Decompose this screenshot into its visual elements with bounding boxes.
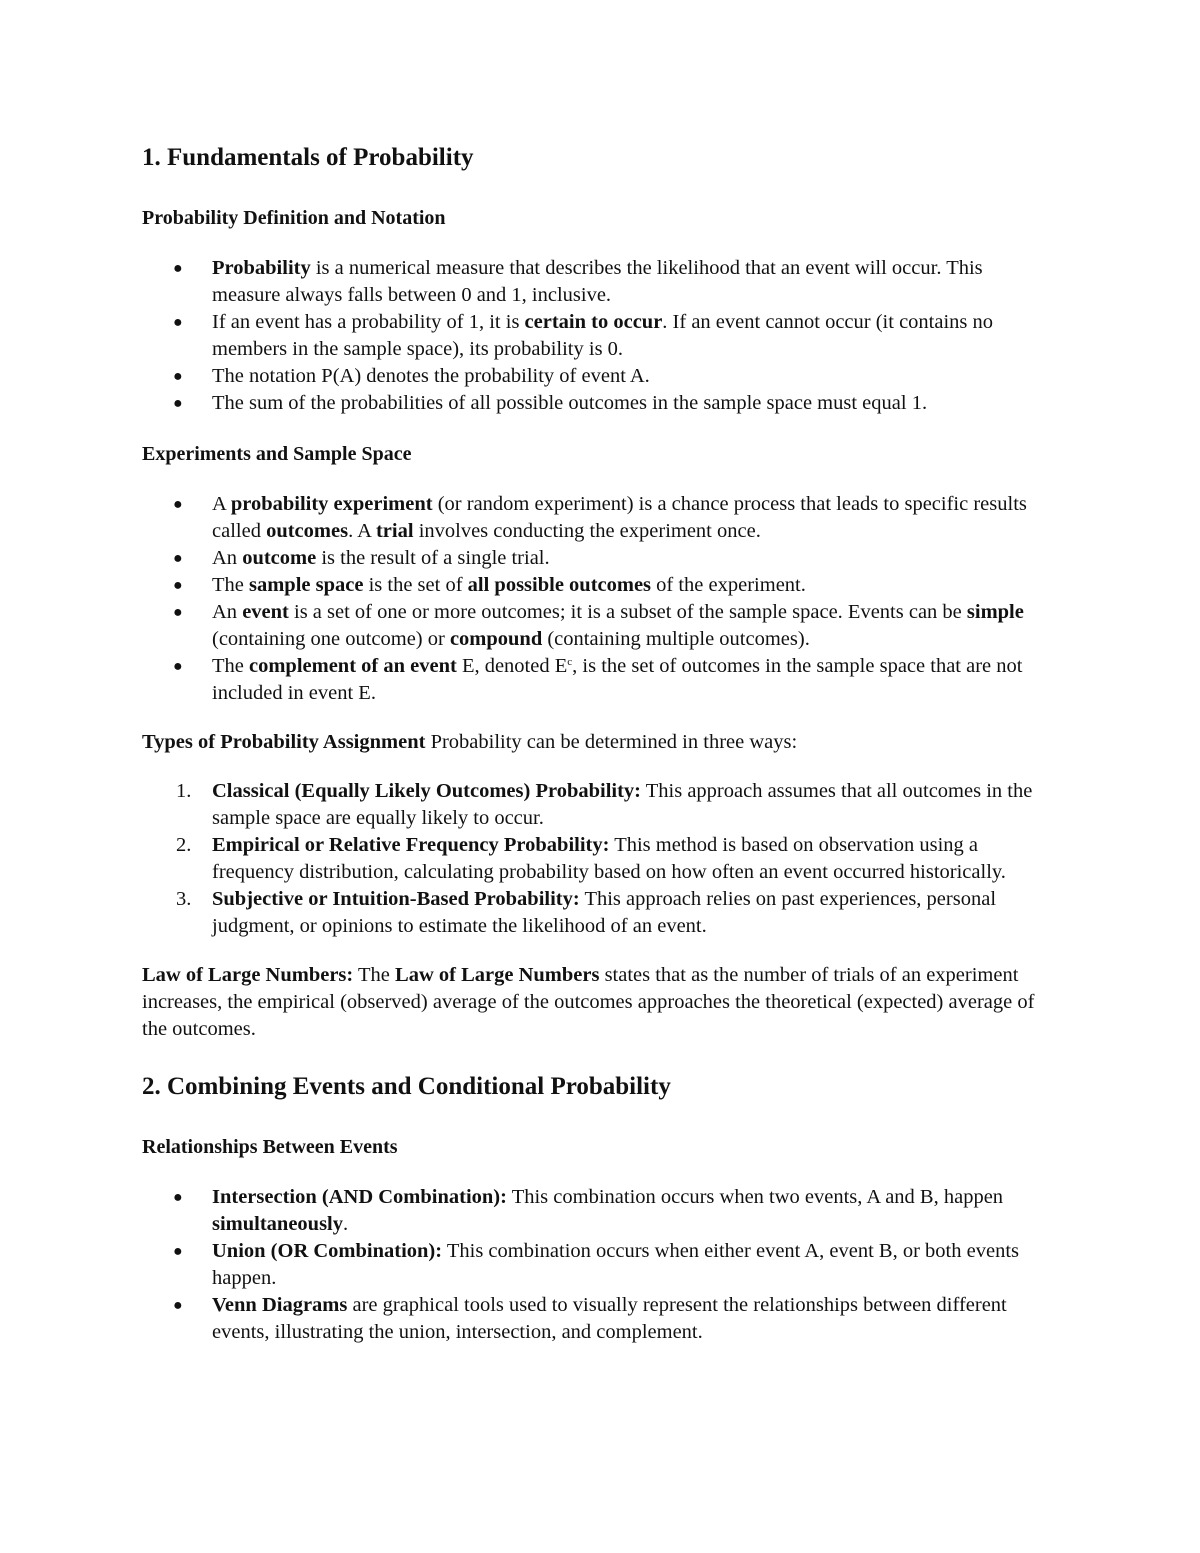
definition-list <box>142 255 1050 417</box>
list-item: 1. Classical (Equally Likely Outcomes) Probability: This approach assumes that all outcomes in the sample space are equally likely to occur. <box>176 780 1033 829</box>
bullet-icon: ● <box>173 1189 183 1206</box>
list-item: ● Venn Diagrams are graphical tools used to visually represent the relationships between different events, illustrating the union, intersection, and complement. <box>173 1294 1007 1343</box>
experiments-list <box>142 491 1050 707</box>
bullet-icon: ● <box>173 368 183 385</box>
types-paragraph: Types of Probability Assignment Probability can be determined in three ways: <box>142 731 798 753</box>
list-item: ● Union (OR Combination): This combination occurs when either event A, event B, or both events happen. <box>173 1240 1019 1289</box>
list-item: 3. Subjective or Intuition-Based Probability: This approach relies on past experiences, personal judgment, or opinions to estimate the likelihood of an event. <box>176 888 997 937</box>
bullet-icon: ● <box>173 314 183 331</box>
list-item: ● If an event has a probability of 1, it is certain to occur. If an event cannot occur (it contains no members in the sample space), its probability is 0. <box>173 311 994 360</box>
experiments-heading: Experiments and Sample Space <box>142 443 412 465</box>
bullet-icon: ● <box>173 395 183 412</box>
lln-heading: Law of Large Numbers: <box>142 964 354 986</box>
list-item: ● The sum of the probabilities of all possible outcomes in the sample space must equal 1. <box>142 390 1050 417</box>
section-1-title: 1. Fundamentals of Probability <box>142 144 474 171</box>
definition-heading: Probability Definition and Notation <box>142 207 446 229</box>
lln-paragraph: Law of Large Numbers: The Law of Large Numbers states that as the number of trials of an experiment increases, the empirical (observed) average of the outcomes approaches the theoretical (expected) average of the outcomes. <box>142 964 1035 1040</box>
bullet-icon: ● <box>173 1297 183 1314</box>
bullet-icon: ● <box>173 1243 183 1260</box>
bullet-icon: ● <box>173 604 183 621</box>
relationships-heading: Relationships Between Events <box>142 1136 398 1158</box>
types-heading: Types of Probability Assignment <box>142 731 426 753</box>
relationships-list <box>142 1184 1050 1346</box>
list-item: 2. Empirical or Relative Frequency Probability: This method is based on observation using a frequency distribution, calculating probability based on how often an event occurred historically. <box>176 834 1006 883</box>
section-2-title: 2. Combining Events and Conditional Probability <box>142 1073 671 1100</box>
list-item: ● The complement of an event E, denoted $E^c$, is the set of outcomes in the sample space that are not included in event E. <box>173 655 1023 704</box>
bullet-icon: ● <box>173 577 183 594</box>
types-list <box>142 778 1050 940</box>
list-item: ● An event is a set of one or more outcomes; it is a subset of the sample space. Events can be simple (containing one outcome) or compound (containing multiple outcomes). <box>173 601 1024 650</box>
bullet-icon: ● <box>173 496 183 513</box>
list-item: ● The sample space is the set of all possible outcomes of the experiment. <box>142 572 1050 599</box>
bullet-icon: ● <box>173 550 183 567</box>
bullet-icon: ● <box>173 658 183 675</box>
list-item: ● Intersection (AND Combination): This combination occurs when two events, A and B, happen simultaneously. <box>173 1186 1004 1235</box>
list-item: ● The notation P(A) denotes the probability of event A. <box>142 363 1050 390</box>
list-item: ● A probability experiment (or random experiment) is a chance process that leads to specific results called outcomes. A trial involves conducting the experiment once. <box>173 493 1027 542</box>
list-item: ● Probability is a numerical measure that describes the likelihood that an event will occur. This measure always falls between 0 and 1, inclusive. <box>173 257 983 306</box>
list-item: ● An outcome is the result of a single trial. <box>142 545 1050 572</box>
bullet-icon: ● <box>173 260 183 277</box>
